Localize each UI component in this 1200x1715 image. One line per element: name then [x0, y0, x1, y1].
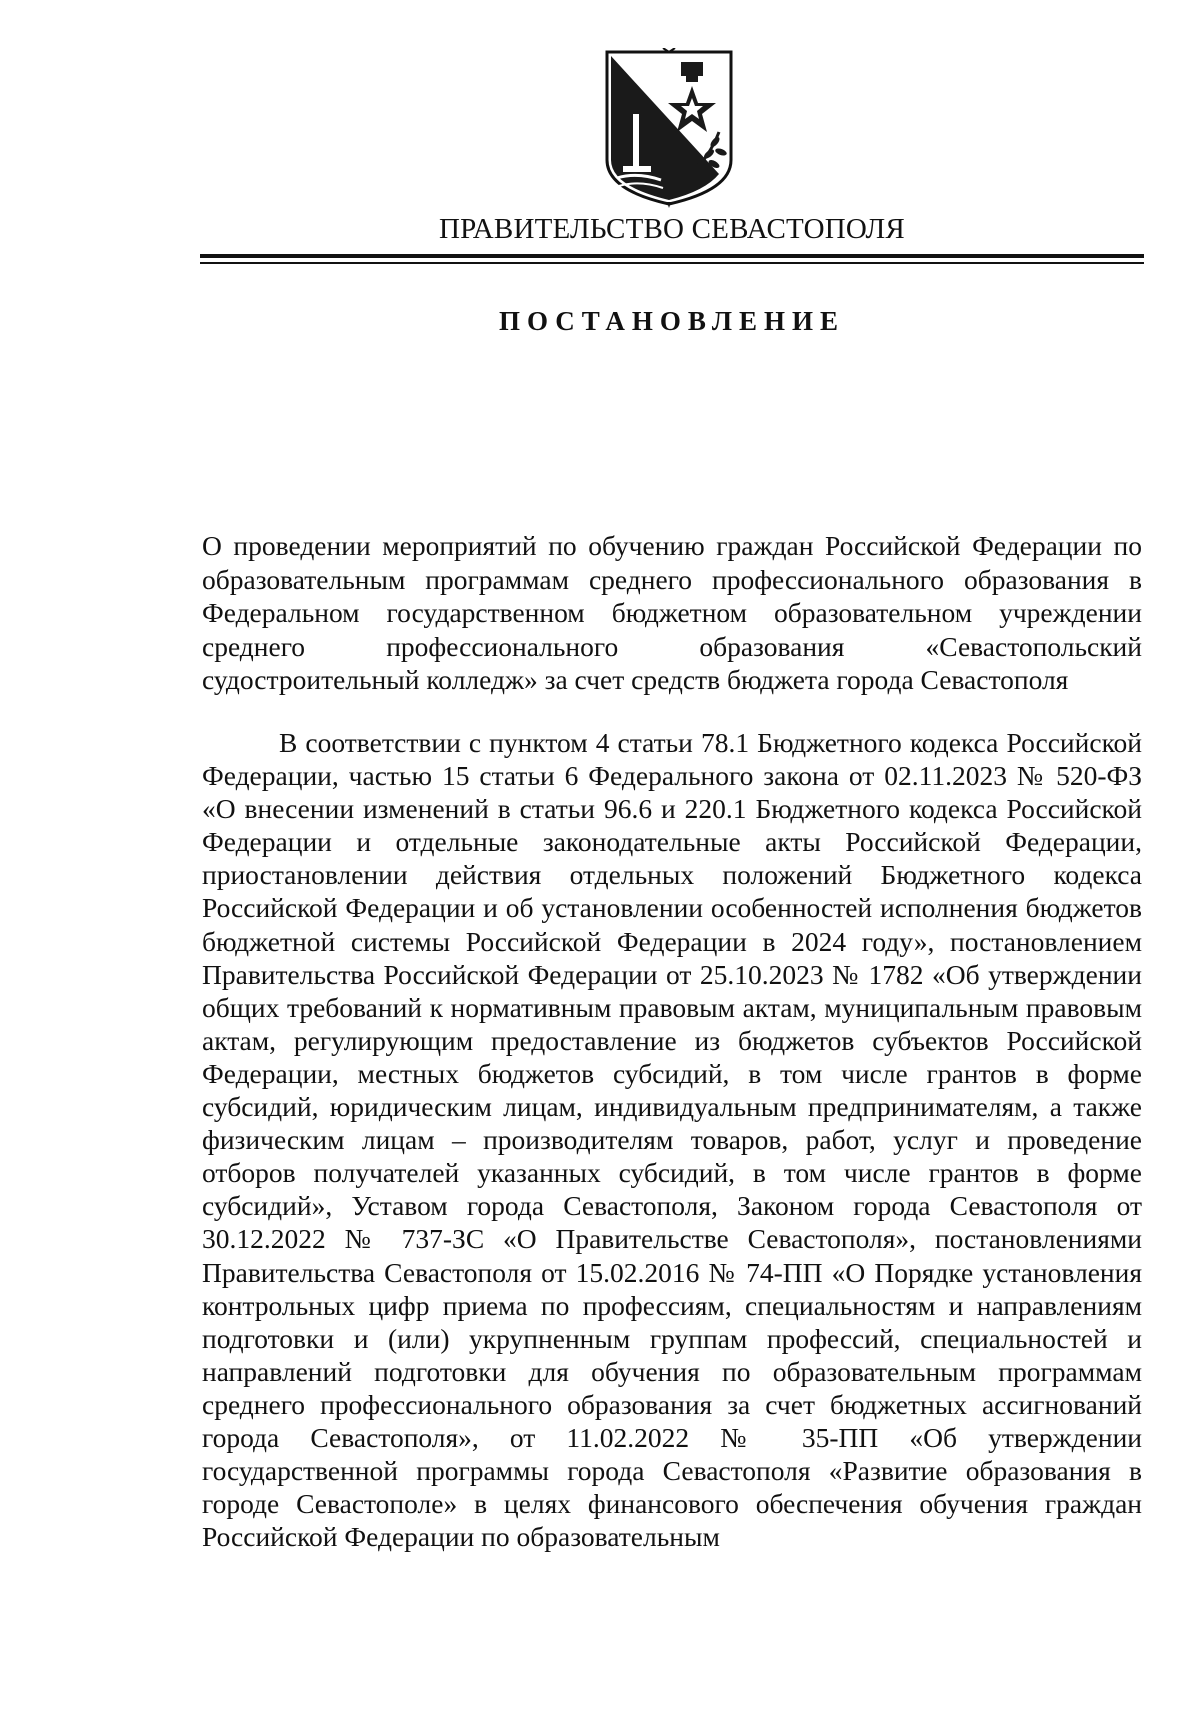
header-rule-thick [200, 254, 1144, 258]
document-body-paragraph: В соответствии с пунктом 4 статьи 78.1 Бюджетного кодекса Российской Федерации, частью 15 статьи 6 Федерального закона от 02.11.2023 № 520-ФЗ «О внесении изменений в статьи 96.6 и 220.1 Бюджетного кодекса Российской Федерации и отдельные законодательные акты Российской Федерации, приостановлении действия отдельных положений Бюджетного кодекса Российской Федерации и об установлении особенностей исполнения бюджетов бюджетной системы Российской Федерации в 2024 году», постановлением Правительства Российской Федерации от 25.10.2023 № 1782 «Об утверждении общих требований к нормативным правовым актам, муниципальным правовым актам, регулирующим предоставление из бюджетов субъектов Российской Федерации, местных бюджетов субсидий, в том числе грантов в форме субсидий, юридическим лицам, индивидуальным предпринимателям, а также физическим лицам – производителям товаров, работ, услуг и проведение отборов получателей указанных субсидий, в том числе грантов в форме субсидий», Уставом города Севастополя, Законом города Севастополя от 30.12.2022 № 737-ЗС «О Правительстве Севастополя», постановлениями Правительства Севастополя от 15.02.2016 № 74-ПП «О Порядке установления контрольных цифр приема по профессиям, специальностям и направлениям подготовки и (или) укрупненным группам профессий, специальностей и направлений подготовки для обучения по образовательным программам среднего профессионального образования за счет бюджетных ассигнований города Севастополя», от 11.02.2022 № 35-ПП «Об утверждении государственной программы города Севастополя «Развитие образования в городе Севастополе» в целях финансового обеспечения обучения граждан Российской Федерации по образовательным [202, 727, 1142, 1553]
document-type-title: ПОСТАНОВЛЕНИЕ [498, 306, 846, 336]
header-rule-thin [200, 262, 1144, 264]
issuer-name: ПРАВИТЕЛЬСТВО СЕВАСТОПОЛЯ [439, 213, 905, 245]
document-subject: О проведении мероприятий по обучению граждан Российской Федерации по образовательным программам среднего профессионального образования в Федеральном государственном бюджетном образовательном учреждении среднего профессионального образования «Севастопольский судостроительный колледж» за счет средств бюджета города Севастополя [202, 530, 1142, 696]
sevastopol-coat-of-arms-icon [601, 48, 737, 208]
